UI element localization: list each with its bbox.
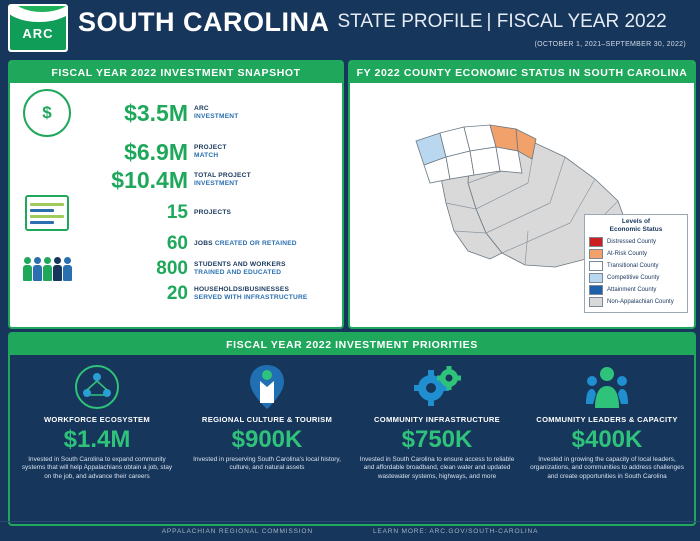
stat-label-rest: INVESTMENT: [194, 180, 239, 187]
priorities-title: FISCAL YEAR 2022 INVESTMENT PRIORITIES: [10, 334, 694, 355]
legend-title-line2: Economic Status: [609, 226, 663, 233]
priority-card-culture-tourism: [182, 363, 352, 481]
fiscal-year-label: | FISCAL YEAR 2022: [486, 11, 667, 32]
stat-label: [194, 105, 239, 121]
date-range: (OCTOBER 1, 2021–SEPTEMBER 30, 2022): [534, 41, 686, 48]
legend-item: [589, 297, 683, 307]
person-figure: [23, 257, 32, 281]
footer: [0, 521, 700, 541]
doc-line: [30, 221, 54, 224]
legend-item: [589, 249, 683, 259]
south-carolina-map: [350, 83, 694, 319]
priority-amount: $1.4M: [63, 426, 131, 453]
stat-label-bold: PROJECTS: [194, 209, 232, 216]
priority-description: Invested in growing the capacity of local leaders, organizations, and communities to address challenges and create opportunities in South Carolina: [530, 456, 684, 480]
legend-swatch-attainment: [589, 285, 603, 295]
stat-row: [18, 283, 334, 305]
leader-person-icon: [528, 363, 686, 411]
footer-learn-more-link[interactable]: LEARN MORE: ARC.GOV/SOUTH-CAROLINA: [372, 528, 539, 535]
legend-label: Distressed County: [607, 238, 657, 245]
stat-value: $10.4M: [111, 167, 188, 193]
legend-item: [589, 237, 683, 247]
priority-card-leaders-capacity: [522, 363, 692, 481]
priority-card-workforce: [12, 363, 182, 481]
map-title: FY 2022 COUNTY ECONOMIC STATUS IN SOUTH CAROLINA: [350, 62, 694, 83]
stat-row: [18, 257, 334, 281]
stat-label-bold: STUDENTS AND WORKERS: [194, 261, 286, 268]
legend-item: [589, 285, 683, 295]
legend-swatch-transitional: [589, 261, 603, 271]
priority-amount: $900K: [231, 426, 303, 453]
network-people-icon: [18, 363, 176, 411]
priority-description: Invested in South Carolina to ensure access to reliable and affordable broadband, clean water and updated wastewater systems, highways, and more: [359, 456, 515, 480]
stat-label-bold: TOTAL PROJECT: [194, 172, 251, 179]
legend-title: [589, 218, 683, 234]
dollar-circle-icon: $: [18, 89, 76, 137]
stat-row: [18, 167, 334, 193]
investment-snapshot-panel: [8, 60, 344, 329]
arc-logo: [8, 4, 68, 52]
legend-label: Non-Appalachian County: [607, 298, 674, 305]
people-icon: [18, 257, 76, 281]
priorities-grid: [10, 355, 694, 481]
stat-label-rest: CREATED OR RETAINED: [214, 240, 297, 247]
stat-value: $6.9M: [124, 139, 188, 165]
priority-amount: $750K: [401, 426, 473, 453]
header-title: [78, 5, 694, 53]
stat-label: [194, 261, 286, 277]
stat-label: [194, 240, 297, 248]
document-icon: [18, 195, 76, 231]
stat-label: [194, 172, 251, 188]
doc-line: [30, 209, 54, 212]
snapshot-stat-list: [10, 83, 342, 305]
legend-label: Competitive County: [607, 274, 660, 281]
priority-description: Invested in preserving South Carolina's local history, culture, and natural assets: [193, 456, 341, 472]
stat-value: 800: [156, 258, 188, 279]
stat-label-rest: MATCH: [194, 152, 219, 159]
investment-priorities-panel: [8, 332, 696, 526]
stat-row: [18, 89, 334, 137]
stat-row: [18, 195, 334, 231]
profile-label: STATE PROFILE: [337, 11, 483, 32]
priority-title: COMMUNITY INFRASTRUCTURE: [373, 415, 501, 424]
person-figure: [53, 257, 62, 281]
legend-item: [589, 261, 683, 271]
legend-label: Attainment County: [607, 286, 657, 293]
stat-label-rest: TRAINED AND EDUCATED: [194, 269, 282, 276]
transitional-county-5: [470, 147, 500, 175]
arc-logo-text: ARC: [22, 25, 54, 41]
priority-amount: $400K: [571, 426, 643, 453]
gears-icon: [358, 363, 516, 411]
legend-label: Transitional County: [607, 262, 659, 269]
state-name: SOUTH CAROLINA: [78, 7, 330, 37]
legend-swatch-distressed: [589, 237, 603, 247]
stat-label-bold: HOUSEHOLDS/BUSINESSES: [194, 286, 290, 293]
legend-swatch-at-risk: [589, 249, 603, 259]
person-figure: [63, 257, 72, 281]
stat-label-rest: SERVED WITH INFRASTRUCTURE: [194, 294, 308, 301]
legend-title-line1: Levels of: [621, 218, 651, 225]
person-figure: [43, 257, 52, 281]
stat-label-bold: JOBS: [194, 240, 213, 247]
legend-swatch-competitive: [589, 273, 603, 283]
stat-value: 20: [166, 283, 188, 304]
stat-row: [18, 139, 334, 165]
person-figure: [33, 257, 42, 281]
stat-value: 60: [166, 233, 188, 254]
priority-title: REGIONAL CULTURE & TOURISM: [201, 415, 333, 424]
stat-row: [18, 233, 334, 255]
priority-card-infrastructure: [352, 363, 522, 481]
header: [0, 0, 700, 56]
stat-label-bold: ARC: [194, 105, 209, 112]
legend-swatch-non-appalachian: [589, 297, 603, 307]
stat-label: [194, 209, 231, 217]
stat-label: [194, 144, 227, 160]
doc-line: [30, 215, 64, 218]
priority-description: Invested in South Carolina to expand community systems that will help Appalachians obtain a job, stay on the job, and advance their careers: [21, 456, 173, 480]
arc-logo-mark: [10, 6, 66, 50]
stat-label-bold: PROJECT: [194, 144, 227, 151]
footer-organization: APPALACHIAN REGIONAL COMMISSION: [161, 528, 313, 535]
legend-item: [589, 273, 683, 283]
stat-value: $3.5M: [124, 100, 188, 126]
map-pin-icon: [188, 363, 346, 411]
snapshot-title: FISCAL YEAR 2022 INVESTMENT SNAPSHOT: [10, 62, 342, 83]
priority-title: COMMUNITY LEADERS & CAPACITY: [536, 415, 678, 424]
legend-label: At-Risk County: [607, 250, 648, 257]
stat-label: [194, 286, 308, 302]
doc-line: [30, 203, 64, 206]
priority-title: WORKFORCE ECOSYSTEM: [43, 415, 151, 424]
stat-value: 15: [166, 202, 188, 223]
county-economic-status-panel: [348, 60, 696, 329]
map-legend: [584, 214, 688, 313]
transitional-county-6: [496, 147, 522, 173]
stat-label-rest: INVESTMENT: [194, 113, 239, 120]
